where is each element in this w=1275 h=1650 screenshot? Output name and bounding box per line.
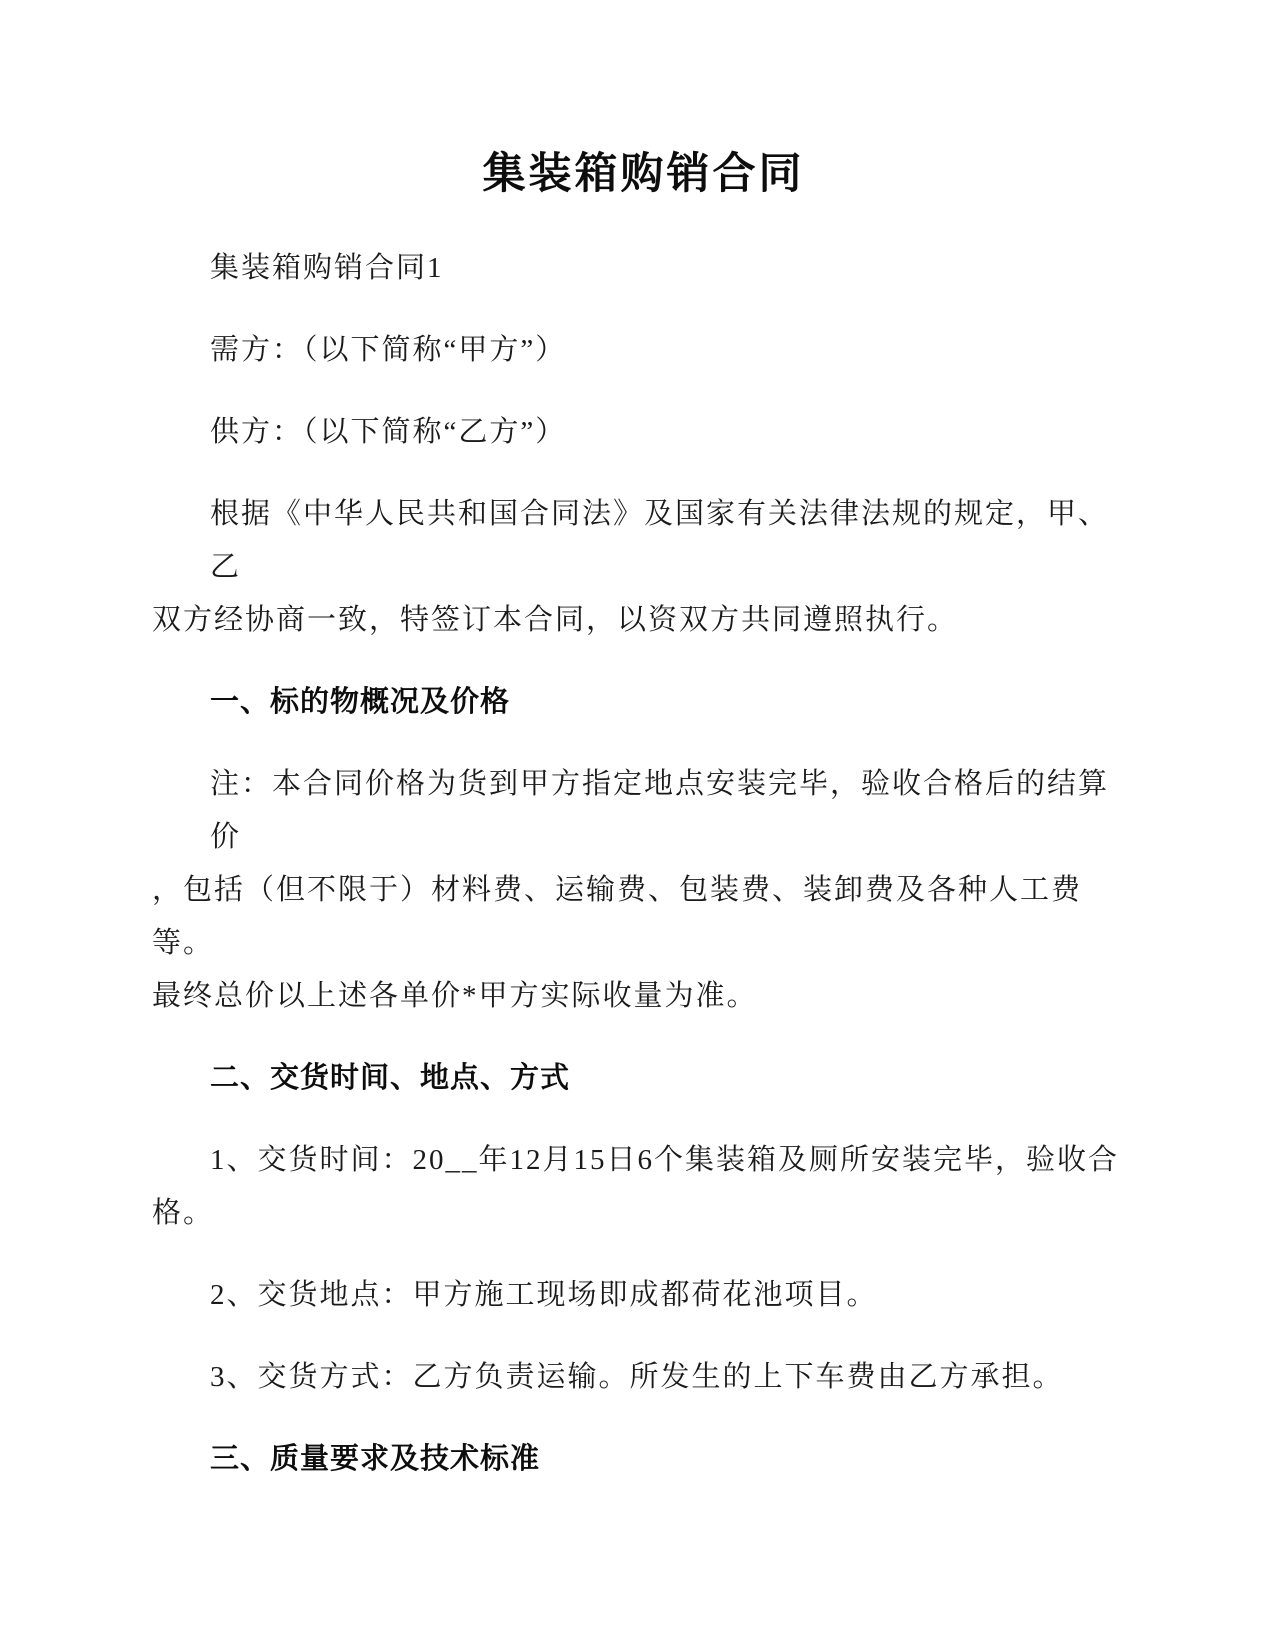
heading-line: 二、交货时间、地点、方式: [210, 1062, 571, 1094]
paragraph-line: 2、交货地点：甲方施工现场即成都荷花池项目。: [210, 1279, 878, 1311]
paragraph-line: 格。: [152, 1197, 215, 1229]
paragraph-line: 3、交货方式：乙方负责运输。所发生的上下车费由乙方承担。: [210, 1361, 1064, 1393]
document-title: 集装箱购销合同: [482, 150, 805, 198]
paragraph-price-note: [152, 758, 1135, 1023]
section-heading-2: [152, 1052, 1135, 1105]
paragraph-preamble: [152, 488, 1135, 647]
paragraph-line: 注：本合同价格为货到甲方指定地点安装完毕，验收合格后的结算价: [210, 768, 1110, 853]
paragraph-line: 供方：（以下简称“乙方”）: [210, 416, 567, 448]
paragraph-line: 集装箱购销合同1: [210, 252, 444, 284]
paragraph-line: 需方：（以下简称“甲方”）: [210, 334, 567, 366]
paragraph-line: ，包括（但不限于）材料费、运输费、包装费、装卸费及各种人工费等。: [152, 874, 1083, 959]
paragraph-demand-party: [152, 324, 1135, 377]
heading-line: 一、标的物概况及价格: [210, 686, 511, 718]
heading-line: 三、质量要求及技术标准: [210, 1443, 541, 1475]
section-heading-3: [152, 1433, 1135, 1486]
paragraph-subtitle: [152, 242, 1135, 295]
paragraph-supply-party: [152, 406, 1135, 459]
paragraph-line: 根据《中华人民共和国合同法》及国家有关法律法规的规定，甲、乙: [210, 498, 1110, 583]
paragraph-delivery-place: [152, 1269, 1135, 1322]
paragraph-delivery-time: [152, 1134, 1135, 1240]
paragraph-line: 1、交货时间：20__年12月15日6个集装箱及厕所安装完毕，验收合: [210, 1144, 1120, 1176]
paragraph-line: 双方经协商一致，特签订本合同，以资双方共同遵照执行。: [152, 604, 959, 636]
section-heading-1: [152, 676, 1135, 729]
paragraph-line: 最终总价以上述各单价*甲方实际收量为准。: [152, 980, 758, 1012]
paragraph-delivery-method: [152, 1351, 1135, 1404]
